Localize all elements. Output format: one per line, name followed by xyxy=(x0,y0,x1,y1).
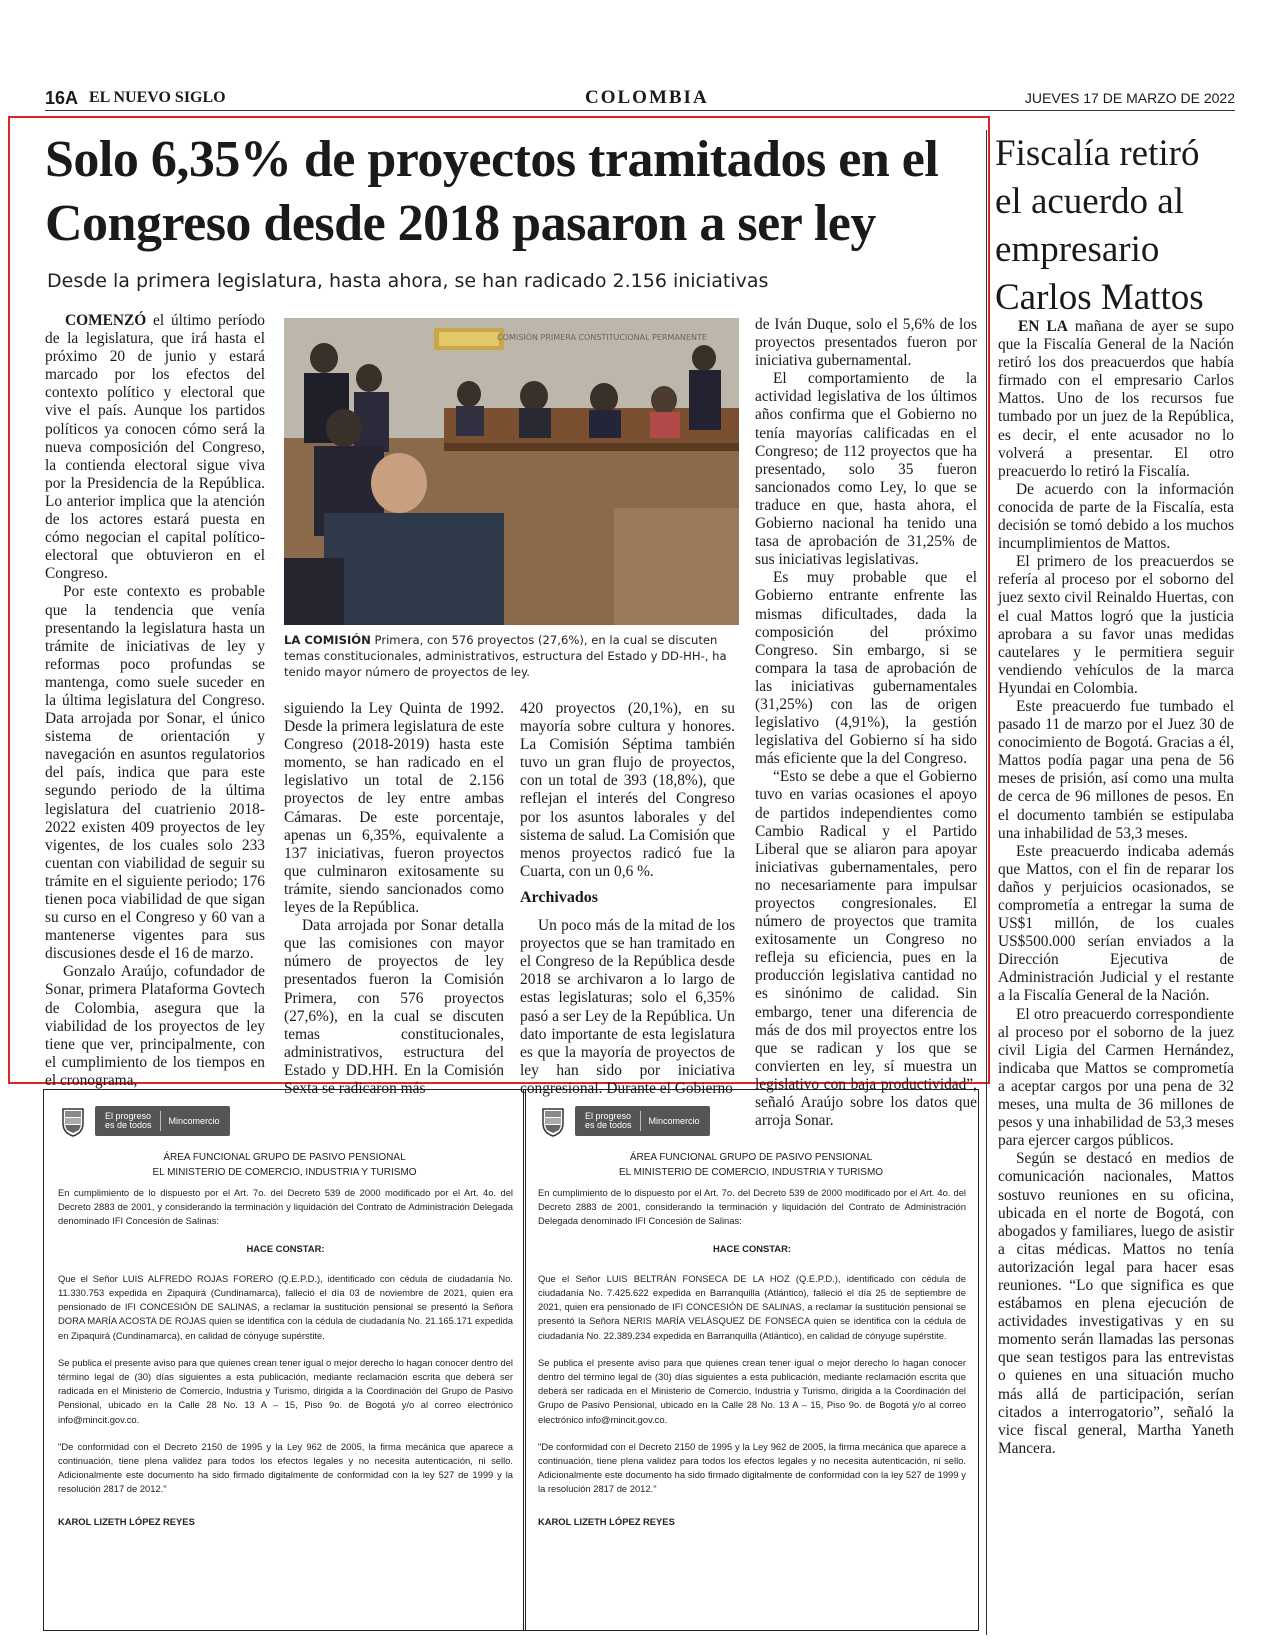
article-paragraph: Data arrojada por Sonar detalla que las comisiones con mayor número de proyectos de ley presentados fueron la Comisión Primera, con 576 proyectos (27,6%), en la cual se discuten temas constitucionales, administrativos, estructura del Estado y DD.HH. En la Comisión Sexta se radicaron más xyxy=(284,917,504,1097)
ad-body xyxy=(58,1186,513,1542)
article-paragraph: de Iván Duque, solo el 5,6% de los proyectos presentados fueron por iniciativa gubernamental. xyxy=(755,316,977,370)
newspaper-name: EL NUEVO SIGLO xyxy=(89,89,226,106)
article-column-2 xyxy=(284,700,504,1098)
ad-title xyxy=(54,1150,515,1180)
sidebar-lead-word: EN LA xyxy=(1018,318,1068,335)
photo-sign-text: COMISIÓN PRIMERA CONSTITUCIONAL PERMANENTE xyxy=(497,333,707,342)
ad-signature: KAROL LIZETH LÓPEZ REYES xyxy=(538,1515,675,1527)
ad-logo-pill xyxy=(95,1106,230,1136)
ad-notice: Se publica el presente aviso para que quienes crean tener igual o mejor derecho lo hagan conocer dentro del término legal de (30) días siguientes a esta publicación, mediante reclamación escrita que deberá ser radicada en el Ministerio de Comercio, Industria y Turismo, dirigida a la Coordinación del Grupo de Pasivo Pensional, ubicado en la Calle 28 No. 13 A – 15, Piso 9o. de Bogotá y/o al correo electrónico info@mincit.gov.co. xyxy=(538,1356,966,1425)
article-paragraph: El primero de los preacuerdos se refería al proceso por el soborno del juez sexto civil Reinaldo Huertas, con el cual Mattos logró que la justicia aprobara a su favor unas medidas cautelares y le permitiera seguir vendiendo vehículos de la marca Hyundai en Colombia. xyxy=(998,553,1234,697)
legal-notice-2 xyxy=(523,1089,979,1631)
page-number: 16A xyxy=(45,88,79,108)
ad-body xyxy=(538,1186,966,1542)
ad-signature: KAROL LIZETH LÓPEZ REYES xyxy=(58,1515,195,1527)
ad-hace-constar: HACE CONSTAR: xyxy=(713,1242,791,1254)
article-paragraph: Según se destacó en medios de comunicación nacionales, Mattos sostuvo reuniones en su oficina, ubicada en el norte de Bogotá, con abogados y familiares, luego de asistir a citas médicas. Mattos no tenía autorización legal para hacer esas reuniones. “Lo que significa es que estábamos en plena ejecución de actividades investigativas y en su momento serán llamadas las personas que sean testigos para las entrevistas o quienes en una situación mucho más allá de participación, serían citados a interrogatorio”, señaló la vice fiscal general, Martha Yaneth Mancera. xyxy=(998,1150,1234,1457)
article-paragraph: Este preacuerdo indicaba además que Mattos, con el fin de reparar los daños y perjuicios ocasionados, se comprometía a entregar la suma de US$1 millón, de los cuales US$500.000 serían enviados a la Dirección Ejecutiva de Administración Judicial y el restante a la Fiscalía General de la Nación. xyxy=(998,842,1234,1005)
logo-text-2: es de todos xyxy=(105,1120,152,1130)
page-header xyxy=(45,88,1235,111)
section-name: COLOMBIA xyxy=(585,87,709,108)
ad-title-line-1: ÁREA FUNCIONAL GRUPO DE PASIVO PENSIONAL xyxy=(163,1152,406,1163)
ad-title-line-1: ÁREA FUNCIONAL GRUPO DE PASIVO PENSIONAL xyxy=(629,1152,873,1163)
caption-lead: LA COMISIÓN xyxy=(284,633,371,647)
article-paragraph: Gonzalo Araújo, cofundador de Sonar, primera Plataforma Govtech de Colombia, asegura que la viabilidad de los proyectos de ley tiene que ver, principalmente, con el cumplimiento de los tiempos en el cronograma, xyxy=(45,963,265,1089)
logo-text-1: El progreso xyxy=(585,1111,632,1121)
ad-decree: "De conformidad con el Decreto 2150 de 1995 y la Ley 962 de 2005, la firma mecánica que aparece a continuación, tiene plena validez para todos los efectos legales y no necesita autenticación, ni sello. Adicionalmente este documento ha sido firmado digitalmente de conformidad con la ley 527 de 1999 y la resolución 2817 de 2012." xyxy=(58,1440,513,1495)
legal-notice-1 xyxy=(43,1089,526,1631)
article-paragraph: siguiendo la Ley Quinta de 1992. Desde la primera legislatura de este Congreso (2018-2019) hasta este momento, se han radicado en el legislativo un total de 2.156 proyectos de ley entre ambas Cámaras. De este porcentaje, apenas un 6,35%, equivalente a 137 iniciativas, fueron proyectos que culminaron exitosamente su trámite, siendo sancionados como leyes de la República. xyxy=(284,700,504,917)
article-column-3 xyxy=(520,700,735,1098)
section-subheading: Archivados xyxy=(520,888,598,906)
ad-intro: En cumplimiento de lo dispuesto por el Art. 7o. del Decreto 539 de 2000 modificado por el Art. 4o. del Decreto 2883 de 2001, considerando la terminación y liquidación del Contrato de Administración Delegada denominado IFI Concesión de Salinas: xyxy=(538,1187,966,1227)
ad-title-line-2: EL MINISTERIO DE COMERCIO, INDUSTRIA Y TURISMO xyxy=(152,1167,417,1178)
ad-title xyxy=(534,1150,968,1180)
logo-ministry: Mincomercio xyxy=(168,1115,220,1126)
main-headline: Solo 6,35% de proyectos tramitados en el Congreso desde 2018 pasaron a ser ley xyxy=(45,131,939,252)
ad-notice: Se publica el presente aviso para que quienes crean tener igual o mejor derecho lo hagan conocer dentro del término legal de (30) días siguientes a esta publicación, mediante reclamación escrita que deberá ser radicada en el Ministerio de Comercio, Industria y Turismo, dirigida a la Coordinación del Grupo de Pasivo Pensional, ubicado en la Calle 28 No. 13 A – 15, Piso 9o. de Bogotá y/o al correo electrónico info@mincit.gov.co. xyxy=(58,1356,513,1425)
photo-caption xyxy=(284,632,739,681)
article-paragraph: El comportamiento de la actividad legislativa de los últimos años confirma que el Gobierno no tenía mayorías calificadas en el Congreso; de 112 proyectos que ha presentado, solo 35 fueron sancionados como Ley, lo que se traduce en que, hasta ahora, el Gobierno nacional ha tenido una tasa de aprobación de 31,25% de sus iniciativas legislativas. xyxy=(755,370,977,569)
ad-intro: En cumplimiento de lo dispuesto por el Art. 7o. del Decreto 539 de 2000 modificado por el Art. 4o. del Decreto 2883 de 2001, y considerando la terminación y liquidación del Contrato de Administración Delegada denominado IFI Concesión de Salinas: xyxy=(58,1187,513,1227)
issue-date: JUEVES 17 DE MARZO DE 2022 xyxy=(1024,90,1235,106)
ad-logo xyxy=(539,1100,710,1142)
ad-statement: Que el Señor LUIS BELTRÁN FONSECA DE LA HOZ (Q.E.P.D.), identificado con cédula de ciudadanía No. 7.425.622 expedida en Barranquilla (Atlántico), falleció el día 25 de septiembre de 2021, quien era pensionado de IFI CONCESIÓN DE SALINAS, a reclamar la sustitución pensional se presentó la Señora NERIS MARÍA VELÁSQUEZ DE FONSECA quien se identifica con la cédula de ciudadanía No. 22.389.234 expedida en Barranquilla (Atlántico), en calidad de cónyuge supérstite. xyxy=(538,1272,966,1341)
article-paragraph: Un poco más de la mitad de los proyectos que se han tramitado en el Congreso de la República desde 2018 se archivaron a lo largo de estas legislaturas; solo el 6,35% pasó a ser Ley de la República. Un dato importante de esta legislatura es que la mayoría de proyectos de ley han sido por iniciativa congresional. Durante el Gobierno xyxy=(520,917,735,1097)
ad-decree: "De conformidad con el Decreto 2150 de 1995 y la Ley 962 de 2005, la firma mecánica que aparece a continuación, tiene plena validez para todos los efectos legales y no necesita autenticación, ni sello. Adicionalmente este documento ha sido firmado digitalmente de conformidad con la ley 527 de 1999 y la resolución 2817 de 2012." xyxy=(538,1440,966,1495)
coat-of-arms-icon xyxy=(59,1105,87,1137)
article-paragraph: Este preacuerdo fue tumbado el pasado 11 de marzo por el Juez 30 de conocimiento de Bogotá. Gracias a él, Mattos podía pagar una pena de 56 meses de prisión, así como una multa de cerca de 96 millones de pesos. En el documento también se estipulaba una inhabilidad de 53,3 meses. xyxy=(998,697,1234,842)
sidebar-article xyxy=(998,318,1234,1458)
article-paragraph: 420 proyectos (20,1%), en su mayoría sobre cultura y honores. La Comisión Séptima también tuvo un gran flujo de proyectos, con un total de 393 (18,8%), que reflejan el interés del Congreso por los asuntos laborales y del sistema de salud. La Comisión que menos proyectos radicó fue la Cuarta, con un 0,6 %. xyxy=(520,700,735,880)
article-paragraph: Por este contexto es probable que la tendencia que venía presentando la legislatura hasta un trámite de iniciativas de ley y reformas poco profundas se mantenga, como suele suceder en la última legislatura del Congreso. Data arrojada por Sonar, el único sistema de orientación y navegación en asuntos regulatorios del país, indica que para este segundo periodo de la última legislatura del cuatrienio 2018-2022 existen 409 proyectos de ley vigentes, de los cuales solo 233 cuentan con viabilidad de seguir su trámite en el siguiente periodo; 176 tienen poca viabilidad de que sigan su curso en el Congreso y 60 van a mantenerse vigentes para sus discusiones desde el 16 de marzo. xyxy=(45,583,265,963)
ad-logo-pill xyxy=(575,1106,710,1136)
logo-text-1: El progreso xyxy=(105,1111,152,1121)
article-paragraph: el último período de la legislatura, que irá hasta el próximo 20 de junio y estará marcado por los efectos del contexto político y electoral que vive el país. Aunque los partidos políticos ya conocen cómo será la nueva composición del Congreso, la contienda electoral sigue viva por la Presidencia de la República. Lo anterior implica que la atención de los actores estará puesta en cómo negocian el capital político-electoral que obtuvieron en el Congreso. xyxy=(45,312,265,583)
article-paragraph: El otro preacuerdo correspondiente al proceso por el soborno de la juez civil Ligia del Carmen Hernández, indicaba que Mattos se comprometía a aceptar cargos por una pena de 32 meses, una multa de 36 millones de pesos y una inhabilidad de 53,3 meses para ejercer cargos públicos. xyxy=(998,1005,1234,1150)
caption-text: Primera, con 576 proyectos (27,6%), en la cual se discuten temas constitucionales, administrativos, estructura del Estado y DD-HH-, ha tenido mayor número de proyectos de ley. xyxy=(284,633,727,680)
ad-logo xyxy=(59,1100,230,1142)
ad-title-line-2: EL MINISTERIO DE COMERCIO, INDUSTRIA Y TURISMO xyxy=(618,1167,884,1178)
article-paragraph: Es muy probable que el Gobierno entrante enfrente las mismas dificultades, dada la composición del próximo Congreso. Sin embargo, si se compara la tasa de aprobación de las iniciativas gubernamentales (31,25%) con las de origen legislativo (4,91%), la gestión legislativa del Gobierno sí ha sido más eficiente que la del Congreso. xyxy=(755,569,977,768)
article-paragraph: De acuerdo con la información conocida de parte de la Fiscalía, esta decisión se tomó debido a los muchos incumplimientos de Mattos. xyxy=(998,480,1234,553)
ad-statement: Que el Señor LUIS ALFREDO ROJAS FORERO (Q.E.P.D.), identificado con cédula de ciudadanía No. 11.330.753 expedida en Zipaquirá (Cundinamarca), falleció el día 03 de noviembre de 2021, quien era pensionado de IFI CONCESIÓN DE SALINAS, a reclamar la sustitución pensional se presentó la Señora DORA MARÍA ACOSTA DE ROJAS quien se identifica con la cédula de ciudadanía No. 21.165.171 expedida en Zipaquirá (Cundinamarca), en calidad de cónyuge supérstite. xyxy=(58,1272,513,1341)
logo-text-2: es de todos xyxy=(585,1120,632,1130)
article-column-1 xyxy=(45,312,265,1090)
ad-hace-constar: HACE CONSTAR: xyxy=(246,1242,325,1254)
article-lead-word: COMENZÓ xyxy=(65,312,147,329)
main-subheadline: Desde la primera legislatura, hasta ahora, se han radicado 2.156 iniciativas xyxy=(47,270,769,292)
column-divider xyxy=(986,130,987,1635)
coat-of-arms-icon xyxy=(539,1105,567,1137)
article-paragraph: “Esto se debe a que el Gobierno tuvo en varias ocasiones el apoyo de partidos independientes como Cambio Radical y el Partido Liberal que se aliaron para apoyar iniciativas gubernamentales, pero no necesariamente para impulsar proyectos congresionales. El número de proyectos que tramita exitosamente un Congreso no refleja su eficiencia, pues en la producción legislativa cantidad no es sinónimo de calidad. Sin embargo, tener una diferencia de más de dos mil proyectos entre los que se radican y los que se convierten en ley, sí muestra un legislativo con baja productividad”, señaló Araújo sobre los datos que arroja Sonar. xyxy=(755,768,977,1130)
sidebar-headline: Fiscalía retiró el acuerdo al empresario Carlos Mattos xyxy=(995,133,1204,318)
commission-photo xyxy=(284,318,739,625)
logo-ministry: Mincomercio xyxy=(648,1115,700,1126)
article-column-4 xyxy=(755,316,977,1130)
article-paragraph: mañana de ayer se supo que la Fiscalía General de la Nación retiró los dos preacuerdos que había firmado con el empresario Carlos Mattos. Uno de los recursos fue tumbado por un juez de la República, es decir, el ente acusador no lo volverá a presentar. El otro preacuerdo lo retiró la Fiscalía. xyxy=(998,318,1235,480)
